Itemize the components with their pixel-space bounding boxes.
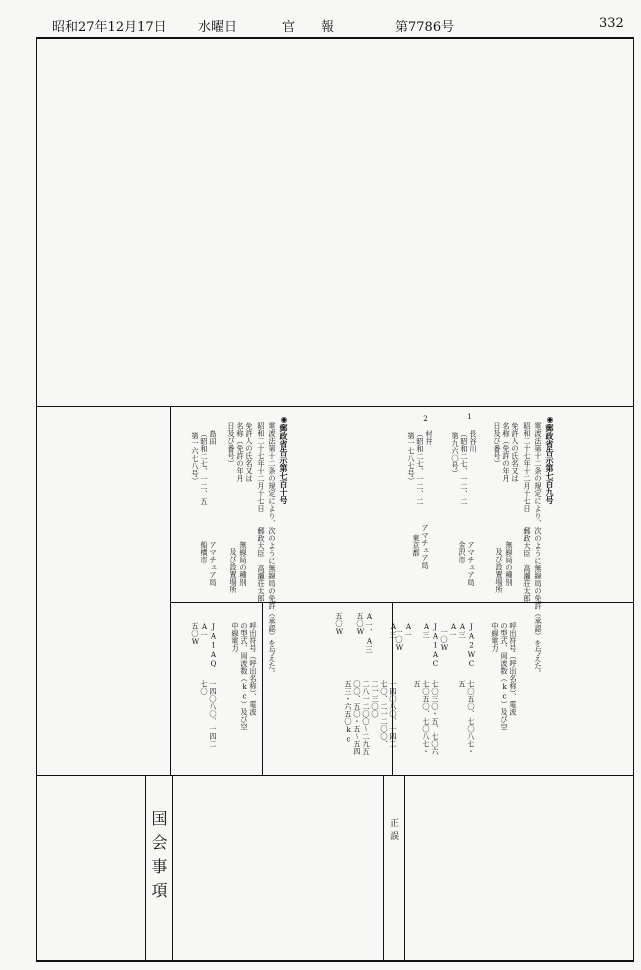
notice2-head-h: 中線電力 [231, 622, 240, 652]
notice2-entry1-call: JA1AQ [209, 622, 218, 669]
bottom-col-line-a [145, 775, 146, 961]
divider-middle [36, 406, 634, 407]
notice2-entry1-name: 島田 [209, 430, 218, 445]
notice1-entry1-date: （昭和二七、一二、二 [460, 430, 469, 505]
notice1-head-f: 呼出符号（呼出名称）、電波 [509, 622, 518, 716]
table-header-line [170, 602, 633, 603]
notice2-head-f: 呼出符号（呼出名称）、電波 [249, 622, 258, 716]
notice1-entry1-number: 1 [465, 412, 474, 422]
notice1-head-h: 中線電力 [491, 622, 500, 652]
notice2-entry1-date: （昭和二七、一二、五 [200, 430, 209, 505]
notice1-entry1-r2-power: 一〇W [440, 628, 449, 653]
notice1-entry2-r2-type: A一 [404, 622, 413, 639]
notice1-entry1-r1-type: A三 [458, 622, 467, 639]
header-page-number: 332 [599, 16, 624, 31]
notice1-entry2-r1-freq3: 五 [413, 680, 422, 688]
frame-top [36, 37, 634, 39]
notice1-entry2-r3-freq2: 七〇、二一二〇〇、 [380, 680, 389, 748]
frame-right [633, 37, 634, 961]
notice2-title: ◉郵政省告示第七百十号 [279, 414, 289, 504]
notice1-entry2-type: アマチュア局 [421, 524, 430, 569]
notice1-entry2-r5-power: 五〇W [335, 612, 344, 637]
notice2-head-e: 及び設置場所 [229, 548, 238, 593]
notice1-head-c: 日及び番号） [493, 422, 502, 467]
notice1-head-e: 及び設置場所 [495, 548, 504, 593]
notice2-line2: 昭和二十七年十二月十七日 郵政大臣 高瀬荘太郎 [257, 422, 266, 602]
notice1-entry2-place: 東京都 [412, 534, 421, 557]
frame-left [36, 37, 37, 961]
notice2-entry1-r1-freq: 一四〇八〇、一四二 [209, 680, 218, 748]
notice1-entry2-number: 2 [421, 414, 430, 424]
notice2-head-g: の型式、周波数（kc）及び空 [240, 622, 249, 731]
table-left-edge [170, 406, 171, 775]
header-date: 昭和27年12月17日 [52, 20, 167, 35]
page-header [0, 16, 641, 38]
notice1-entry2-call: JA1AC [431, 622, 440, 669]
errata-label: 正誤 [388, 818, 398, 844]
notice1-entry1-r2-type: A一 [449, 622, 458, 639]
kokkai-jiko-label: 国会事項 [149, 810, 168, 906]
notice1-entry1-call: JA2WC [467, 622, 476, 669]
notice2-entry1-type: アマチュア局 [209, 541, 218, 586]
notice2-head-c: 日及び番号） [227, 422, 236, 467]
notice1-entry2-r4-type: A一、A三 [365, 612, 374, 654]
notice1-entry1-place: 金沢市 [458, 541, 467, 564]
notice1-entry1-r1-freq2: 五 [458, 680, 467, 688]
header-issue: 第7786号 [395, 20, 455, 35]
notice1-title: ◉郵政省告示第七百九号 [545, 414, 555, 504]
notice1-entry1-type: アマチュア局 [467, 541, 476, 586]
frame-bottom [36, 960, 634, 962]
bottom-col-line-c [383, 775, 384, 961]
notice2-head-a: 免許人の氏名又は [245, 422, 254, 482]
header-title: 官 報 [282, 20, 335, 35]
notice2-entry1-r1-type: A一 [200, 622, 209, 639]
notice1-head-b: 名称（免許の年月 [502, 422, 511, 482]
notice1-entry1-name: 長谷川 [469, 430, 478, 453]
notice1-head-a: 免許人の氏名又は [511, 422, 520, 482]
notice2-entry1-r2-power: 五〇W [191, 622, 200, 647]
notice1-entry2-no: 第一七八七号） [407, 432, 416, 485]
divider-lower [36, 775, 634, 776]
notice1-entry2-r1-type: A三 [422, 622, 431, 639]
notice1-entry2-r3-type: A三 [389, 622, 398, 639]
bottom-col-line-d [404, 775, 405, 961]
notice2-head-b: 名称（免許の年月 [236, 422, 245, 482]
bottom-col-line-b [172, 775, 173, 961]
notice2-entry1-place: 船橋市 [200, 541, 209, 564]
notice1-entry2-r4-power: 五〇W [356, 612, 365, 637]
notice1-entry1-r1-freq: 七〇五〇、七〇八七・ [467, 680, 476, 755]
notice1-head-g: の型式、周波数（kc）及び空 [500, 622, 509, 731]
notice1-line1: 電波法第十二条の規定により、次のように無線局の免許（承認）を与えた。 [534, 422, 543, 677]
notice1-entry2-date: （昭和二七、一二、二 [416, 430, 425, 505]
notice1-entry2-r1-freq: 七〇三〇・五、七〇六 [431, 680, 440, 755]
header-weekday: 水曜日 [198, 20, 238, 35]
notice1-entry2-r3-freq3: 二一三〇〇 [371, 680, 380, 718]
notice2-line1: 電波法第十二条の規定により、次のように無線局の免許（承認）を与えた。 [268, 422, 277, 677]
notice1-line2: 昭和二十七年十二月十七日 郵政大臣 高瀬荘太郎 [523, 422, 532, 602]
notice1-entry2-r4-freq: 二八一二〇〇〜二九五 [362, 680, 371, 755]
notice1-entry2-name: 村井 [425, 430, 434, 445]
notice1-entry2-r4-freq3: 五三・六五〇kc [344, 680, 353, 744]
notice1-entry2-r2-power: 一〇W [395, 628, 404, 653]
notice1-entry2-r3-freq: 一四〇八〇、一四二 [389, 680, 398, 748]
notice2-entry1-no: 第一六七八号） [191, 432, 200, 485]
table-col-line-1 [262, 602, 263, 775]
notice2-head-d: 無線局の種別 [239, 541, 248, 586]
notice1-entry1-no: 第九六〇号） [451, 432, 460, 477]
notice1-entry2-r4-freq2: 〇〇、五〇・五〜五四 [353, 680, 362, 755]
notice1-head-d: 無線局の種別 [505, 541, 514, 586]
notice1-entry2-r1-freq2: 七〇五〇、七〇八七・ [422, 680, 431, 755]
notice2-entry1-r1-freq2: 七〇 [200, 680, 209, 695]
